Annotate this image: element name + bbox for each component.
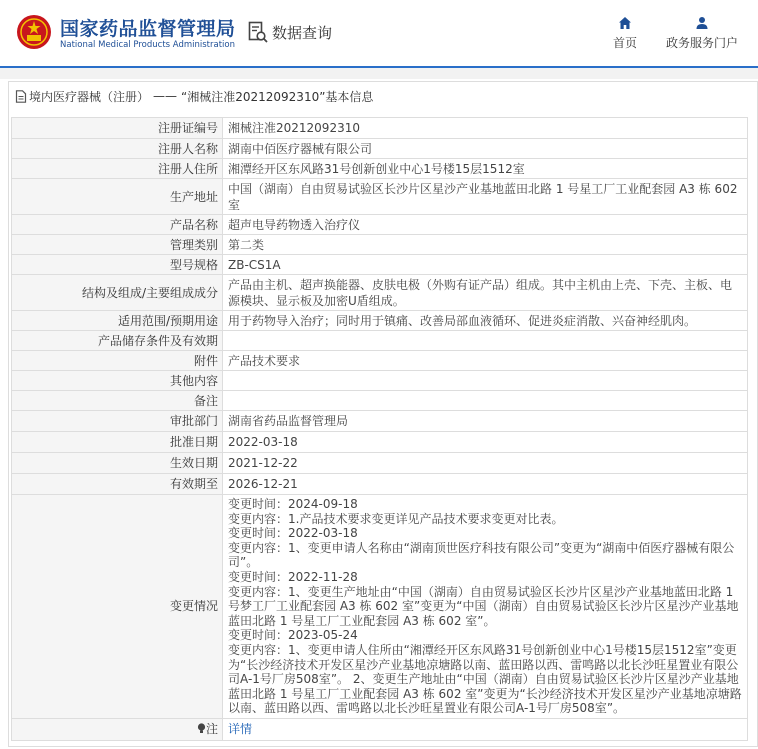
nav-home-label: 首页 bbox=[612, 36, 637, 50]
row-value: 湖南省药品监督管理局 bbox=[223, 411, 748, 432]
change-history-value bbox=[223, 495, 748, 719]
data-query-title bbox=[248, 20, 332, 44]
note-label: 注 bbox=[205, 722, 218, 737]
change-time: 变更时间：2022-03-18 bbox=[228, 526, 358, 541]
nav-home[interactable] bbox=[605, 16, 645, 51]
row-value: 2026-12-21 bbox=[223, 474, 748, 495]
site-header bbox=[0, 0, 758, 66]
table-row bbox=[12, 139, 748, 159]
table-row bbox=[12, 391, 748, 411]
lightbulb-icon bbox=[197, 723, 206, 734]
row-label: 产品名称 bbox=[12, 215, 223, 235]
change-content: 变更内容：1、变更申请人名称由“湖南顶世医疗科技有限公司”变更为“湖南中佰医疗器械有限公司”。 bbox=[228, 540, 735, 570]
national-emblem-logo bbox=[16, 14, 52, 50]
table-row bbox=[12, 235, 748, 255]
table-row bbox=[12, 118, 748, 139]
table-row bbox=[12, 215, 748, 235]
detail-link[interactable]: 详情 bbox=[228, 722, 253, 737]
table-row bbox=[12, 159, 748, 179]
row-value bbox=[223, 371, 748, 391]
table-row bbox=[12, 331, 748, 351]
change-history-label: 变更情况 bbox=[12, 495, 223, 719]
table-row bbox=[12, 179, 748, 215]
data-query-label: 数据查询 bbox=[272, 23, 333, 42]
registration-info-table bbox=[11, 117, 748, 741]
row-value: 2021-12-22 bbox=[223, 453, 748, 474]
change-time: 变更时间：2024-09-18 bbox=[228, 497, 358, 511]
note-row bbox=[12, 718, 748, 740]
table-row bbox=[12, 474, 748, 495]
nav-gov-label: 政务服务门户 bbox=[665, 36, 738, 50]
breadcrumb-separator: —— bbox=[153, 89, 178, 103]
row-value: 产品技术要求 bbox=[223, 351, 748, 371]
note-label-cell bbox=[12, 718, 223, 740]
change-time: 变更时间：2023-05-24 bbox=[228, 628, 358, 643]
row-label: 有效期至 bbox=[12, 474, 223, 495]
table-row bbox=[12, 255, 748, 275]
document-search-icon bbox=[248, 21, 268, 43]
home-icon bbox=[618, 16, 632, 30]
row-value: 产品由主机、超声换能器、皮肤电极（外购有证产品）组成。其中主机由上壳、下壳、主板、电源模块、显示板及加密U盾组成。 bbox=[223, 275, 748, 311]
row-label: 其他内容 bbox=[12, 371, 223, 391]
breadcrumb bbox=[9, 82, 757, 110]
row-label: 附件 bbox=[12, 351, 223, 371]
note-value bbox=[223, 718, 748, 740]
org-name-cn: 国家药品监督管理局 bbox=[60, 18, 236, 40]
row-label: 批准日期 bbox=[12, 432, 223, 453]
change-content: 变更内容：1.产品技术要求变更详见产品技术要求变更对比表。 bbox=[228, 511, 564, 526]
row-label: 结构及组成/主要组成成分 bbox=[12, 275, 223, 311]
row-label: 产品储存条件及有效期 bbox=[12, 331, 223, 351]
row-value bbox=[223, 331, 748, 351]
table-row bbox=[12, 453, 748, 474]
row-label: 注册人名称 bbox=[12, 139, 223, 159]
change-time: 变更时间：2022-11-28 bbox=[228, 569, 358, 584]
breadcrumb-category[interactable]: 境内医疗器械（注册） bbox=[29, 89, 150, 104]
row-label: 适用范围/预期用途 bbox=[12, 311, 223, 331]
row-value: 湘械注准20212092310 bbox=[223, 118, 748, 139]
row-label: 管理类别 bbox=[12, 235, 223, 255]
row-value: ZB-CS1A bbox=[223, 255, 748, 275]
document-icon bbox=[15, 90, 27, 103]
row-value: 第二类 bbox=[223, 235, 748, 255]
nav-gov-service[interactable] bbox=[660, 16, 744, 51]
change-content: 变更内容：1、变更生产地址由“中国（湖南）自由贸易试验区长沙片区星沙产业基地蓝田北路 1 号梦工厂工业配套园 A3 栋 602 室”变更为“中国（湖南）自由贸易试验区长沙片区星沙产业基地蓝田北路 1 号星工厂工业配套园 A3 栋 602 室”。 bbox=[228, 584, 739, 628]
table-row bbox=[12, 311, 748, 331]
row-label: 备注 bbox=[12, 391, 223, 411]
row-label: 注册证编号 bbox=[12, 118, 223, 139]
change-content: 变更内容：1、变更申请人住所由“湘潭经开区东风路31号创新创业中心1号楼15层1512室”变更为“长沙经济技术开发区星沙产业基地凉塘路以南、蓝田路以西、雷鸣路以北长沙旺星置业有限公司A-1号厂房508室”。 2、变更生产地址由“中国（湖南）自由贸易试验区长沙片区星沙产业基地蓝田北路 1 号星工厂工业配套园 A3 栋 602 室”变更为“长沙经济技术开发区星沙产业基地凉塘路以南、蓝田路以西、雷鸣路以北长沙旺星置业有限公司A-1号厂房508室”。 bbox=[228, 642, 742, 716]
row-value: 2022-03-18 bbox=[223, 432, 748, 453]
org-name-en: National Medical Products Administration bbox=[60, 40, 235, 50]
row-value: 中国（湖南）自由贸易试验区长沙片区星沙产业基地蓝田北路 1 号星工厂工业配套园 A3 栋 602 室 bbox=[223, 179, 748, 215]
row-label: 型号规格 bbox=[12, 255, 223, 275]
change-history-row bbox=[12, 495, 748, 719]
table-row bbox=[12, 371, 748, 391]
row-label: 审批部门 bbox=[12, 411, 223, 432]
row-value: 超声电导药物透入治疗仪 bbox=[223, 215, 748, 235]
table-row bbox=[12, 411, 748, 432]
section-gap bbox=[0, 68, 758, 79]
row-value: 湘潭经开区东风路31号创新创业中心1号楼15层1512室 bbox=[223, 159, 748, 179]
row-value bbox=[223, 391, 748, 411]
table-row bbox=[12, 351, 748, 371]
row-label: 生效日期 bbox=[12, 453, 223, 474]
row-label: 生产地址 bbox=[12, 179, 223, 215]
table-row bbox=[12, 275, 748, 311]
breadcrumb-title: “湘械注准20212092310”基本信息 bbox=[181, 89, 374, 104]
row-value: 湖南中佰医疗器械有限公司 bbox=[223, 139, 748, 159]
user-icon bbox=[695, 16, 709, 30]
table-row bbox=[12, 432, 748, 453]
row-label: 注册人住所 bbox=[12, 159, 223, 179]
row-value: 用于药物导入治疗；同时用于镇痛、改善局部血液循环、促进炎症消散、兴奋神经肌肉。 bbox=[223, 311, 748, 331]
